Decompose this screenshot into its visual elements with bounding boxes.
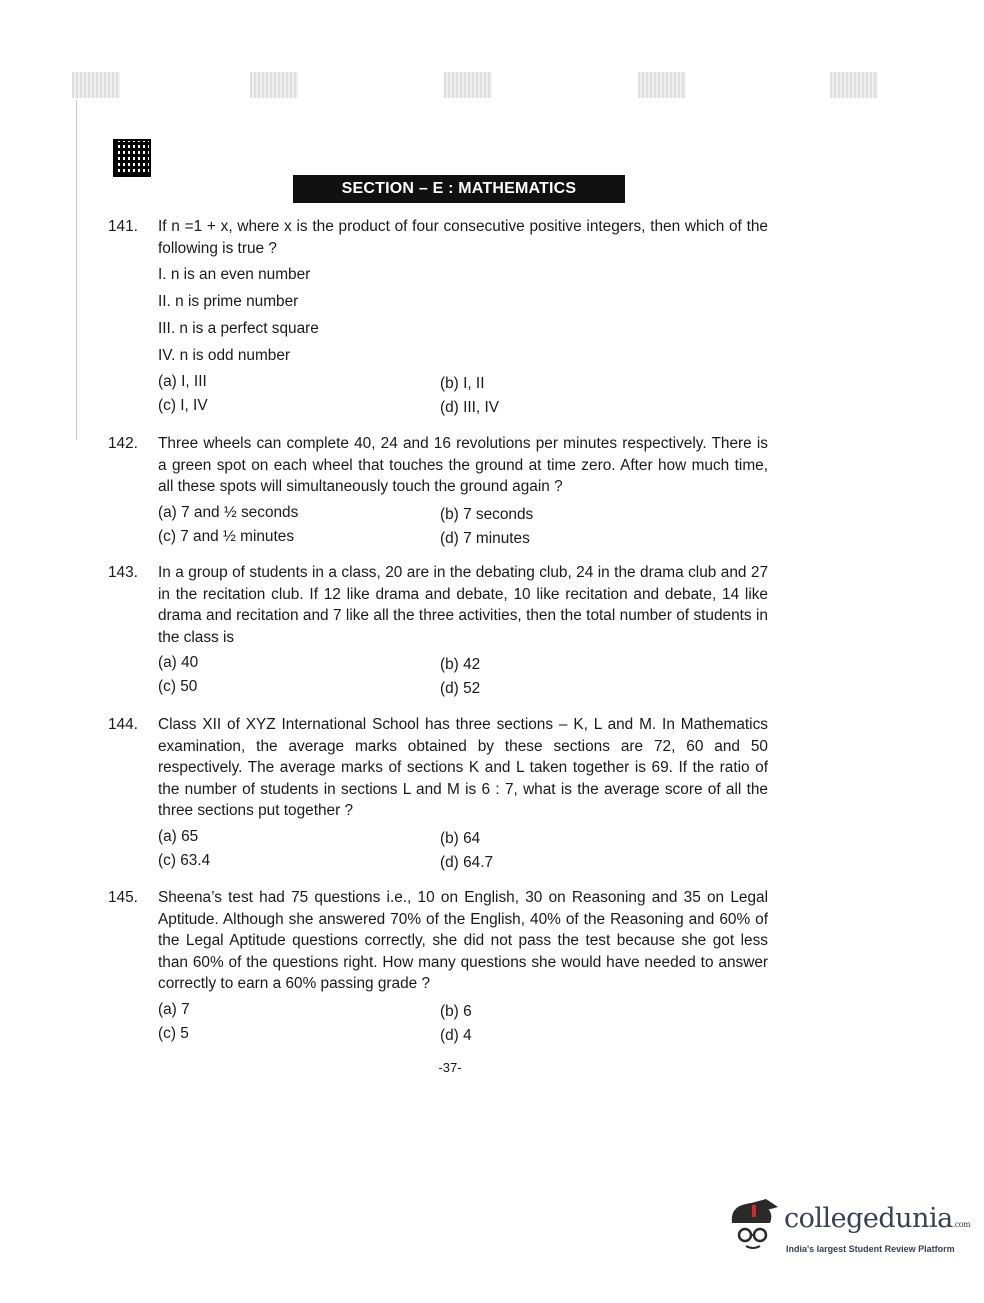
question-text: Class XII of XYZ International School has three sections – K, L and M. In Mathematics examination, the average marks obtained by these sections are 72, 60 and 50 respectively. The average marks of sections K and L taken together is 69. If the ratio of the number of students in sections L and M is 6 : 7, what is the average score of all the three sections put together ? bbox=[158, 716, 768, 819]
options bbox=[158, 999, 768, 1047]
statement: III. n is a perfect square bbox=[158, 320, 319, 337]
collegedunia-logo[interactable] bbox=[726, 1197, 971, 1257]
option-c: (c) 5 bbox=[158, 1024, 189, 1042]
question-text: If n =1 + x, where x is the product of four consecutive positive integers, then which of the following is true ? bbox=[158, 218, 768, 257]
question-144 bbox=[108, 714, 768, 874]
option-c: (c) 50 bbox=[158, 678, 198, 695]
logo-wordmark bbox=[784, 1203, 970, 1234]
question-number: 144. bbox=[108, 716, 138, 733]
option-b: (b) 42 bbox=[440, 656, 481, 673]
scan-edge-line bbox=[76, 100, 77, 440]
options bbox=[158, 652, 768, 700]
option-d: (d) 4 bbox=[440, 1026, 472, 1044]
option-d: (d) 7 minutes bbox=[440, 529, 530, 547]
logo-name: collegedunia bbox=[784, 1203, 953, 1234]
question-number: 142. bbox=[108, 435, 138, 452]
statement: II. n is prime number bbox=[158, 293, 299, 310]
options bbox=[158, 502, 768, 550]
option-c: (c) I, IV bbox=[158, 397, 208, 414]
scan-artifact bbox=[638, 72, 686, 98]
question-text: In a group of students in a class, 20 are in the debating club, 24 in the drama club and 27 in the recitation club. If 12 like drama and debate, 10 like recitation and debate, 14 like drama and recitation and 7 like all the three activities, then the total number of students in the class is bbox=[158, 564, 768, 646]
scan-artifact bbox=[250, 72, 298, 98]
page-number: -37- bbox=[438, 1060, 462, 1075]
mascot-icon bbox=[726, 1199, 782, 1253]
option-b: (b) 7 seconds bbox=[440, 505, 534, 523]
question-143 bbox=[108, 562, 768, 700]
option-c: (c) 63.4 bbox=[158, 851, 211, 869]
question-141 bbox=[108, 216, 768, 419]
question-text: Sheena’s test had 75 questions i.e., 10 on English, 30 on Reasoning and 35 on Legal Aptitude. Although she answered 70% of the English, 40% of the Reasoning and 60% of the Legal Aptitude questions correctly, she did not pass the test because she got less than 60% of the questions right. How many questions she would have needed to answer correctly to earn a 60% passing grade ? bbox=[158, 889, 768, 992]
logo-tagline: India's largest Student Review Platform bbox=[786, 1244, 955, 1254]
option-a: (a) 65 bbox=[158, 827, 199, 845]
option-d: (d) 52 bbox=[440, 680, 481, 697]
question-145 bbox=[108, 887, 768, 1047]
statement: IV. n is odd number bbox=[158, 347, 291, 364]
option-b: (b) 64 bbox=[440, 829, 481, 847]
question-number: 143. bbox=[108, 564, 138, 581]
scan-artifact bbox=[830, 72, 878, 98]
question-number: 145. bbox=[108, 889, 138, 906]
options bbox=[158, 371, 768, 419]
section-title: SECTION – E : MATHEMATICS bbox=[293, 175, 625, 203]
option-a: (a) 7 and ½ seconds bbox=[158, 503, 299, 521]
option-b: (b) 6 bbox=[440, 1002, 472, 1020]
question-text: Three wheels can complete 40, 24 and 16 revolutions per minutes respectively. There is a green spot on each wheel that touches the ground at time zero. After how much time, all these spots will simultaneously touch the ground again ? bbox=[158, 435, 768, 495]
logo-suffix: .com bbox=[952, 1220, 971, 1229]
options bbox=[158, 826, 768, 874]
option-b: (b) I, II bbox=[440, 375, 485, 392]
scan-artifact bbox=[72, 72, 120, 98]
option-d: (d) III, IV bbox=[440, 399, 500, 416]
scan-artifact bbox=[444, 72, 492, 98]
statement: I. n is an even number bbox=[158, 266, 311, 283]
option-a: (a) I, III bbox=[158, 373, 207, 390]
option-a: (a) 7 bbox=[158, 1000, 190, 1018]
question-142 bbox=[108, 433, 768, 550]
question-number: 141. bbox=[108, 218, 138, 235]
option-a: (a) 40 bbox=[158, 654, 199, 671]
option-c: (c) 7 and ½ minutes bbox=[158, 527, 295, 545]
option-d: (d) 64.7 bbox=[440, 853, 494, 871]
qr-code-icon bbox=[113, 139, 151, 177]
